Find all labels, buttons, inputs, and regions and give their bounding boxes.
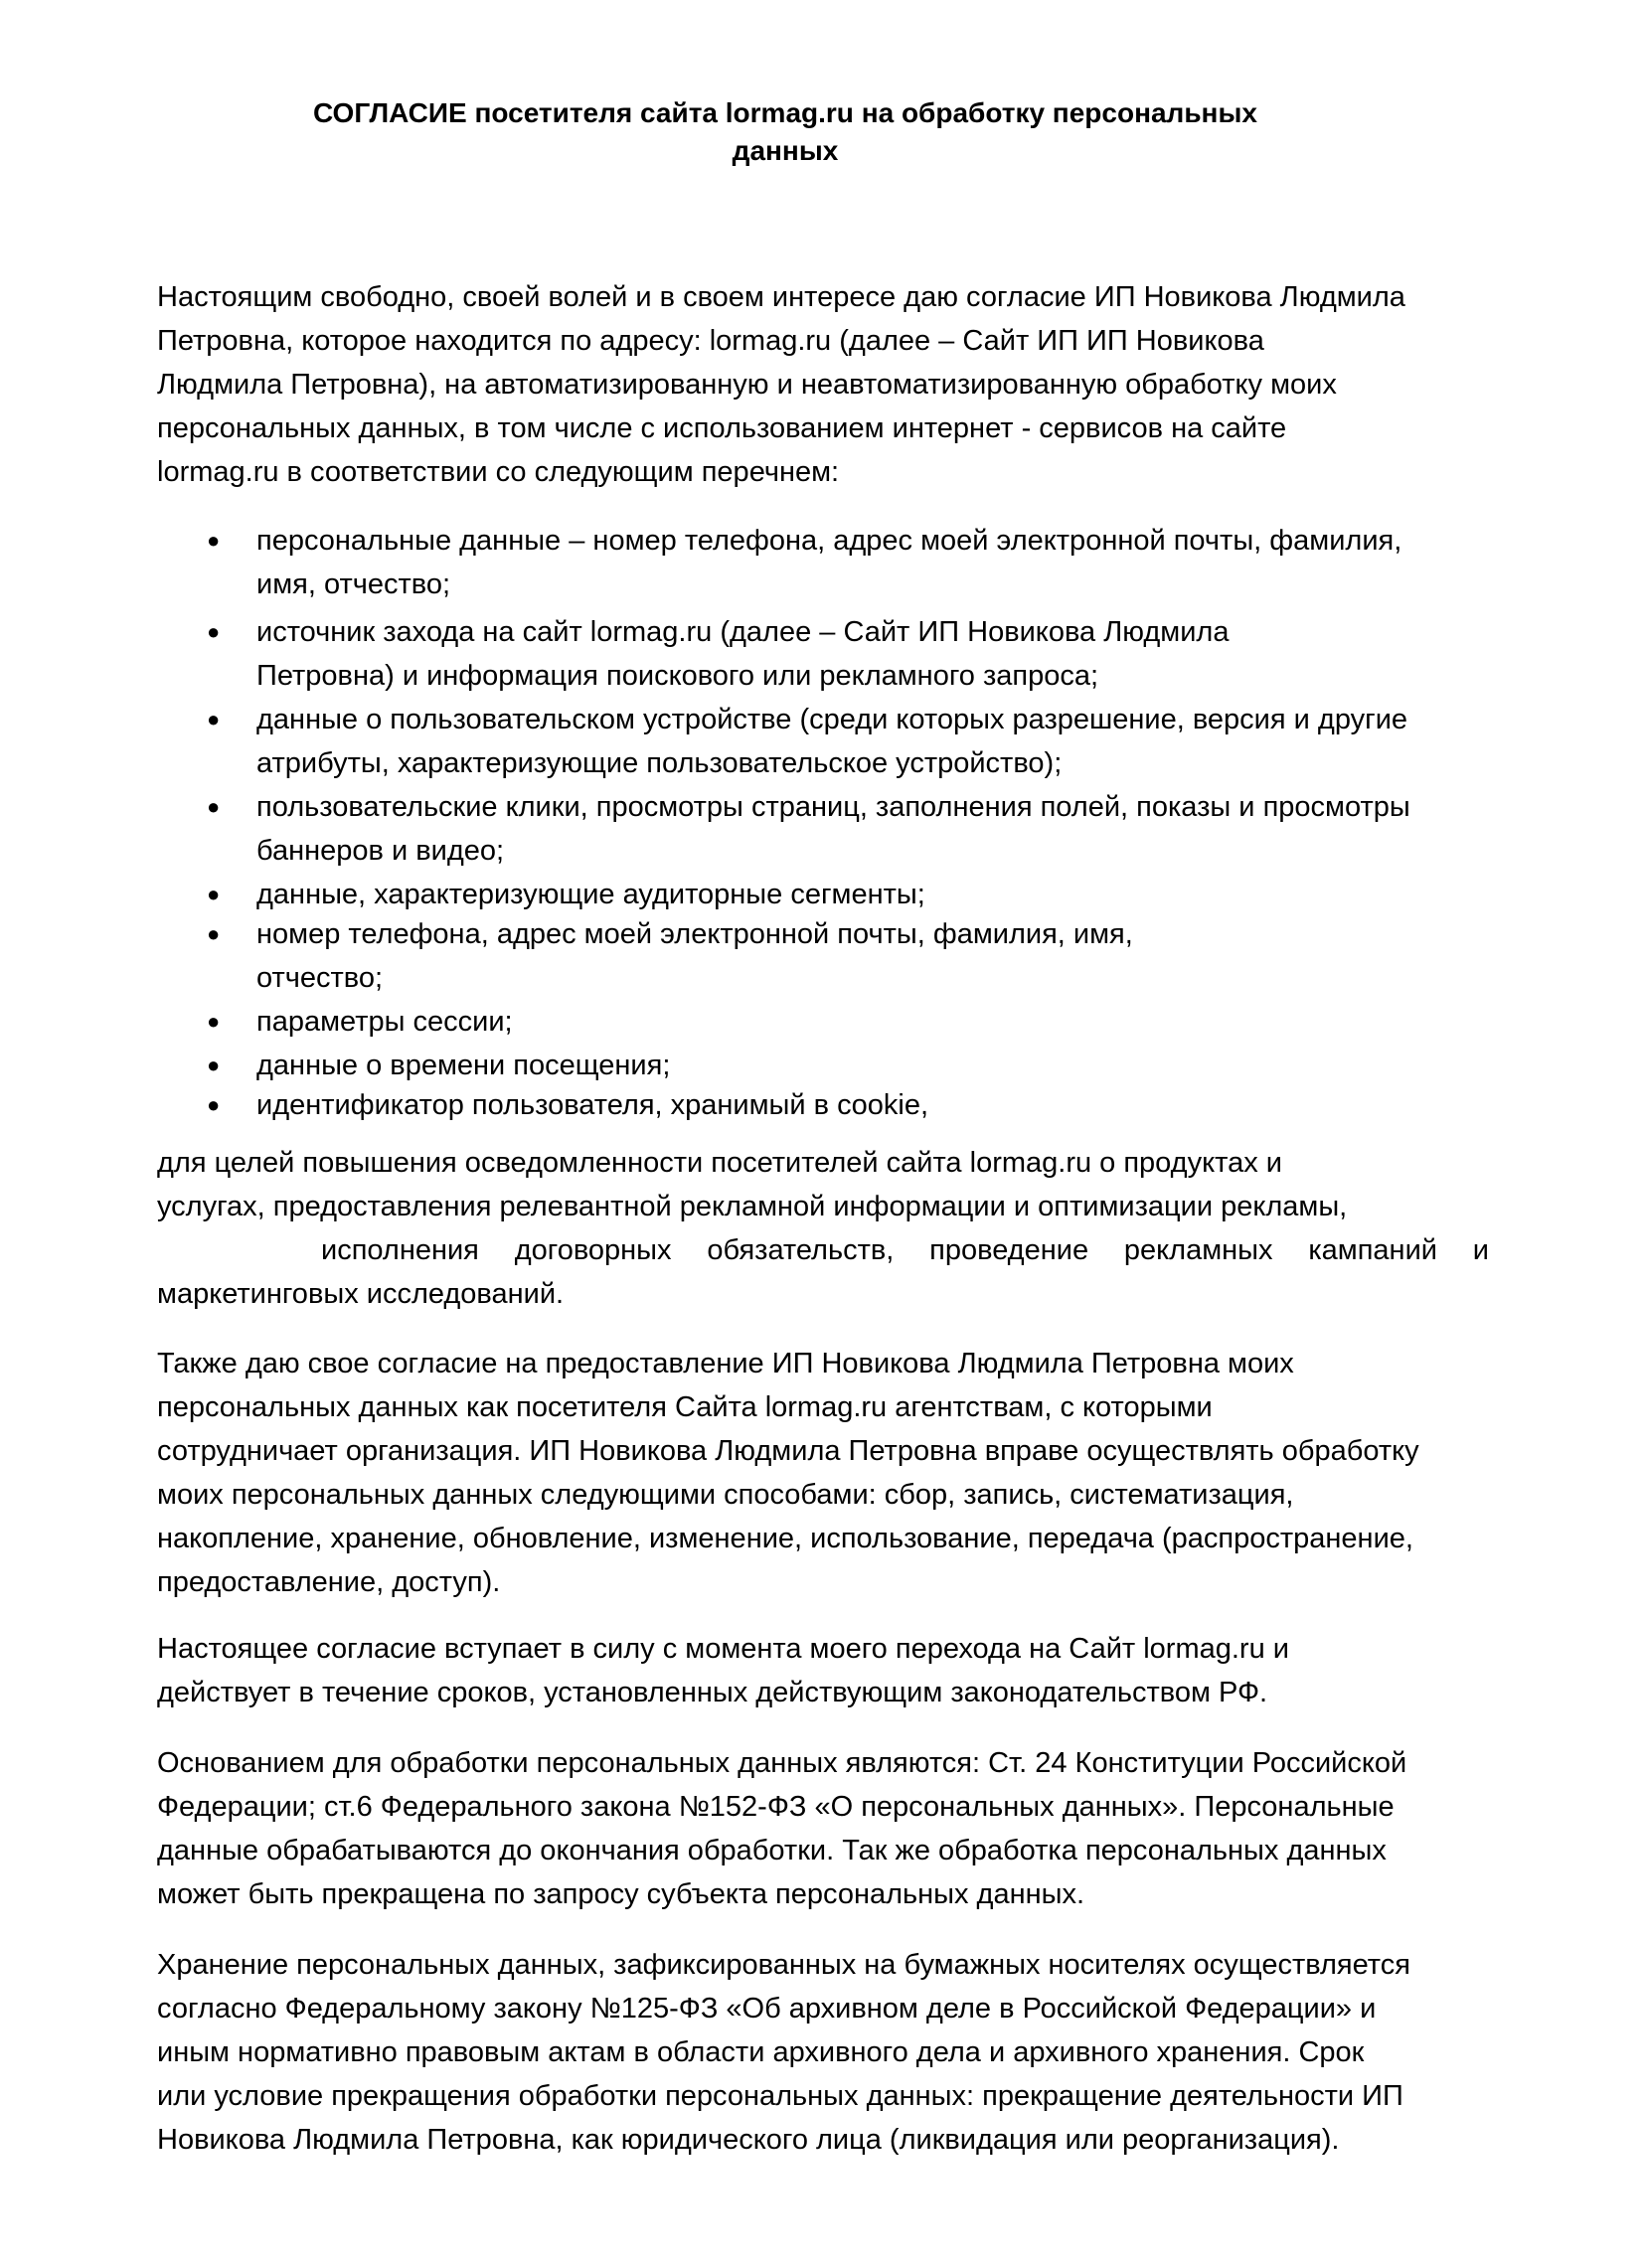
list-item	[199, 1044, 1491, 1087]
storage-line: Хранение персональных данных, зафиксированных на бумажных носителях осуществляется	[157, 1949, 1410, 1981]
list-item	[199, 912, 1491, 1000]
list-item	[199, 610, 1491, 698]
list-item	[199, 873, 1491, 916]
list-item-line: персональные данные – номер телефона, адрес моей электронной почты, фамилия,	[256, 525, 1402, 557]
purpose-line: услугах, предоставления релевантной рекламной информации и оптимизации рекламы,	[157, 1191, 1348, 1222]
title-line-2: данных	[732, 135, 839, 166]
transfer-line: персональных данных как посетителя Сайта lormag.ru агентствам, с которыми	[157, 1391, 1213, 1423]
purpose-line: исполнения договорных обязательств, проведение рекламных кампаний и	[321, 1234, 1489, 1266]
storage-line: или условие прекращения обработки персональных данных: прекращение деятельности ИП	[157, 2080, 1403, 2112]
storage-paragraph	[157, 1943, 1489, 2162]
transfer-consent-paragraph	[157, 1342, 1489, 1604]
transfer-line: моих персональных данных следующими способами: сбор, запись, систематизация,	[157, 1479, 1294, 1511]
legal-basis-paragraph	[157, 1741, 1489, 1916]
list-item-line: параметры сессии;	[256, 1006, 513, 1038]
transfer-line: предоставление, доступ).	[157, 1566, 501, 1598]
bullet-icon: ●	[207, 921, 221, 946]
title-line-1: СОГЛАСИЕ посетителя сайта lormag.ru на обработку персональных	[313, 97, 1257, 128]
bullet-icon: ●	[207, 1009, 221, 1034]
intro-paragraph	[157, 275, 1489, 494]
effect-line: действует в течение сроков, установленных действующим законодательством РФ.	[157, 1677, 1268, 1708]
bullet-icon: ●	[207, 528, 221, 553]
bullet-icon: ●	[207, 707, 221, 731]
bullet-icon: ●	[207, 794, 221, 819]
bullet-icon: ●	[207, 882, 221, 906]
data-categories-list	[199, 519, 1491, 1127]
intro-line: Людмила Петровна), на автоматизированную и неавтоматизированную обработку моих	[157, 369, 1337, 401]
basis-line: данные обрабатываются до окончания обработки. Так же обработка персональных данных	[157, 1835, 1387, 1866]
document-title	[258, 94, 1312, 170]
storage-line: Новикова Людмила Петровна, как юридического лица (ликвидация или реорганизация).	[157, 2124, 1340, 2156]
list-item-line: имя, отчество;	[256, 568, 451, 600]
effective-date-paragraph	[157, 1627, 1489, 1714]
purpose-line: для целей повышения осведомленности посетителей сайта lormag.ru о продуктах и	[157, 1147, 1282, 1179]
storage-line: согласно Федеральному закону №125-ФЗ «Об архивном деле в Российской Федерации» и	[157, 1993, 1377, 2025]
list-item-line: Петровна) и информация поискового или рекламного запроса;	[256, 660, 1099, 692]
list-item-line: баннеров и видео;	[256, 835, 505, 867]
purpose-line: маркетинговых исследований.	[157, 1278, 565, 1310]
transfer-line: Также даю свое согласие на предоставление ИП Новикова Людмила Петровна моих	[157, 1348, 1294, 1379]
bullet-icon: ●	[207, 619, 221, 644]
effect-line: Настоящее согласие вступает в силу с момента моего перехода на Сайт lormag.ru и	[157, 1633, 1289, 1665]
list-item-line: идентификатор пользователя, хранимый в cookie,	[256, 1089, 929, 1121]
intro-line: lormag.ru в соответствии со следующим перечнем:	[157, 456, 840, 488]
list-item-line: источник захода на сайт lormag.ru (далее – Сайт ИП Новикова Людмила	[256, 616, 1230, 648]
list-item-line: атрибуты, характеризующие пользовательское устройство);	[256, 747, 1063, 779]
list-item	[199, 519, 1491, 606]
intro-line: Петровна, которое находится по адресу: lormag.ru (далее – Сайт ИП ИП Новикова	[157, 325, 1264, 357]
list-item-line: номер телефона, адрес моей электронной почты, фамилия, имя,	[256, 918, 1133, 950]
list-item	[199, 698, 1491, 785]
list-item-line: данные о времени посещения;	[256, 1050, 671, 1081]
intro-line: персональных данных, в том числе с использованием интернет - сервисов на сайте	[157, 412, 1287, 444]
basis-line: Основанием для обработки персональных данных являются: Ст. 24 Конституции Российской	[157, 1747, 1407, 1779]
transfer-line: накопление, хранение, обновление, изменение, использование, передача (распространение,	[157, 1523, 1413, 1554]
list-item	[199, 1083, 1491, 1127]
list-item-line: данные о пользовательском устройстве (среди которых разрешение, версия и другие	[256, 704, 1408, 735]
basis-line: Федерации; ст.6 Федерального закона №152-ФЗ «О персональных данных». Персональные	[157, 1791, 1395, 1823]
intro-line: Настоящим свободно, своей волей и в своем интересе даю согласие ИП Новикова Людмила	[157, 281, 1405, 313]
bullet-icon: ●	[207, 1053, 221, 1077]
storage-line: иным нормативно правовым актам в области архивного дела и архивного хранения. Срок	[157, 2036, 1365, 2068]
bullet-icon: ●	[207, 1092, 221, 1117]
transfer-line: сотрудничает организация. ИП Новикова Людмила Петровна вправе осуществлять обработку	[157, 1435, 1419, 1467]
basis-line: может быть прекращена по запросу субъекта персональных данных.	[157, 1878, 1085, 1910]
list-item	[199, 1000, 1491, 1044]
list-item-line: данные, характеризующие аудиторные сегменты;	[256, 879, 925, 910]
list-item-line: пользовательские клики, просмотры страниц, заполнения полей, показы и просмотры	[256, 791, 1410, 823]
purpose-paragraph	[157, 1141, 1489, 1316]
list-item	[199, 785, 1491, 873]
list-item-line: отчество;	[256, 962, 384, 994]
